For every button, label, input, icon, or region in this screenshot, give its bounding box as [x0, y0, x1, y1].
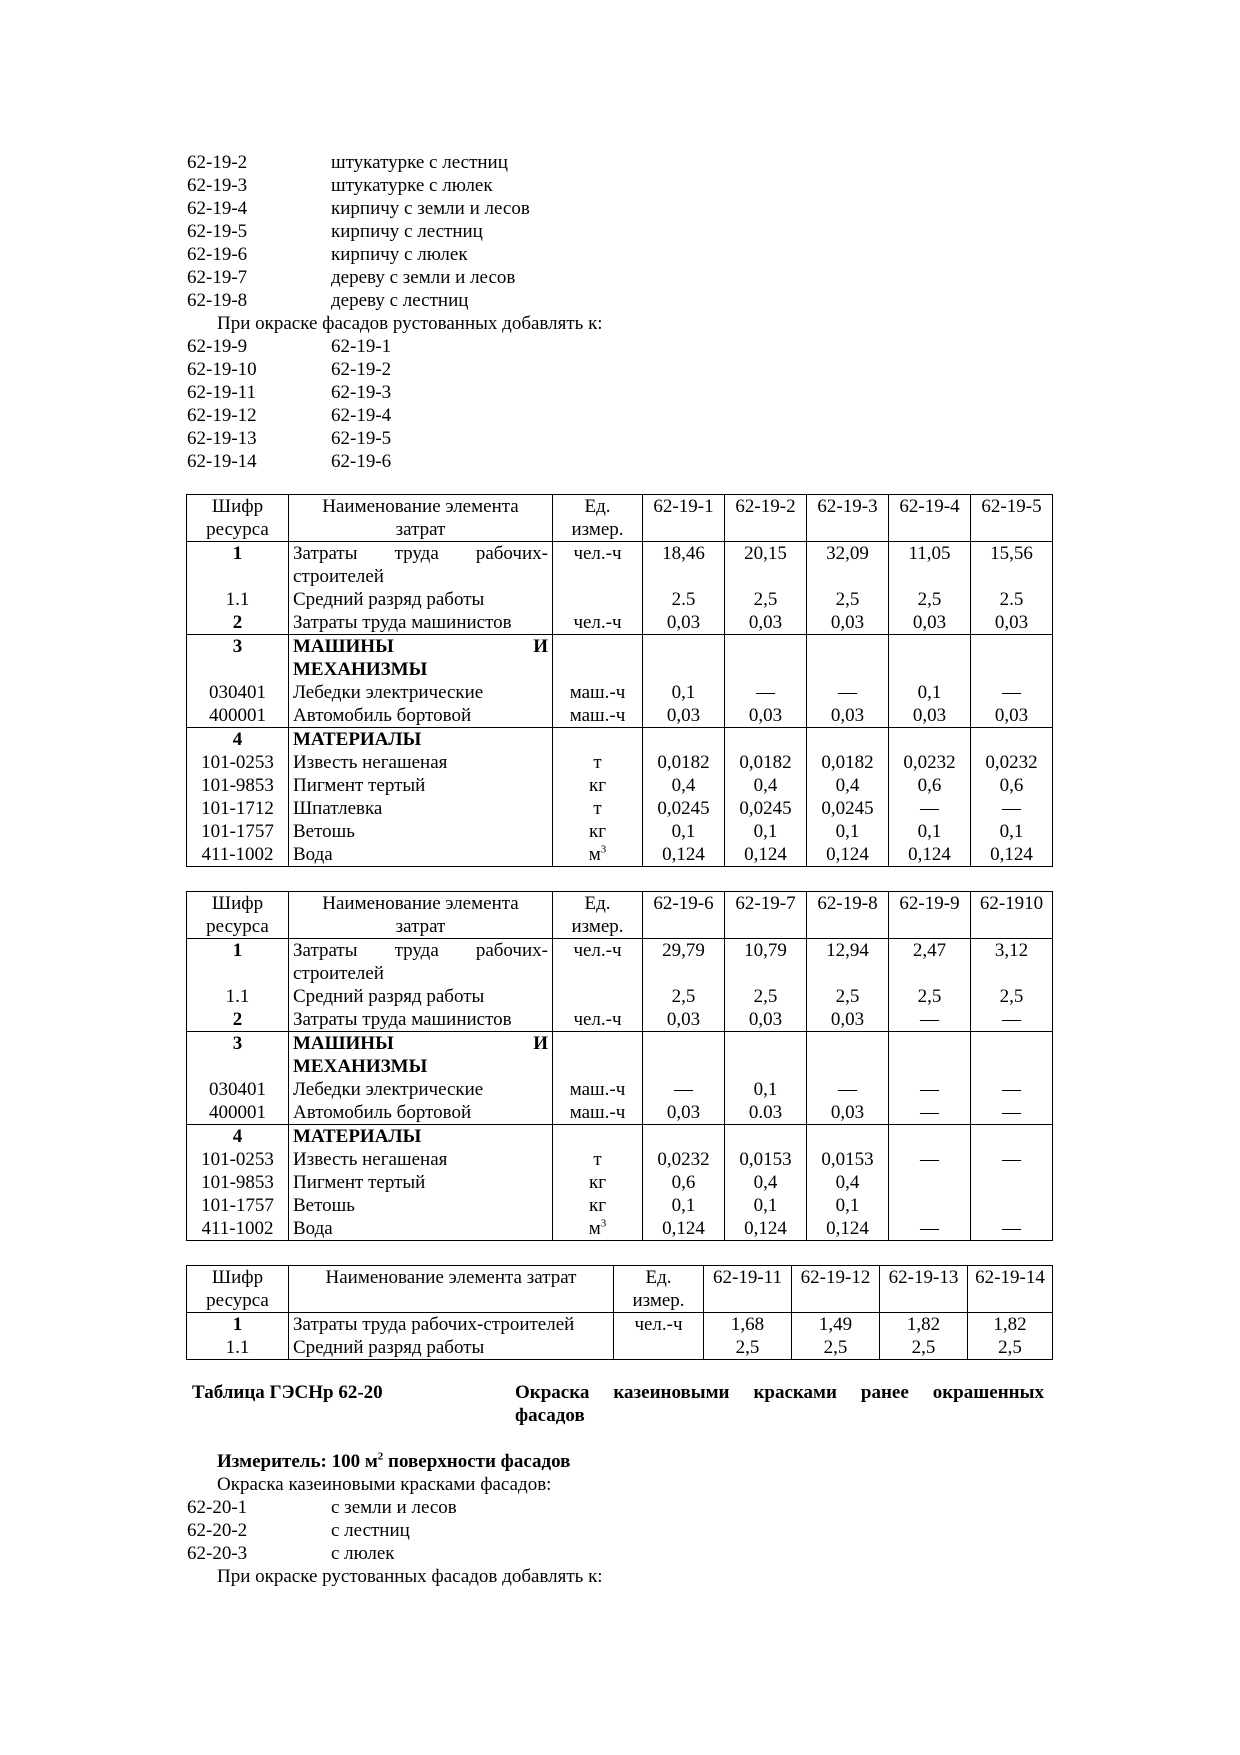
table-row: 1.1 Средний разряд работы 2,5 2,5 2,5 2,5	[187, 1336, 1053, 1360]
table-header	[187, 892, 1053, 939]
col-header: 62-19-13	[880, 1266, 968, 1313]
col-header: 62-19-8	[807, 892, 889, 939]
resource-table-1	[186, 494, 1053, 867]
col-header-shifr: Шифр ресурса	[187, 1266, 289, 1313]
col-header: 62-19-14	[968, 1266, 1053, 1313]
table-row: 2 Затраты труда машинистов чел.-ч 0,03 0,03 0,03 — —	[187, 1008, 1053, 1032]
table-label: Таблица ГЭСНр 62-20	[192, 1382, 383, 1403]
col-header: 62-19-1	[643, 495, 725, 542]
table-row: 1.1 Средний разряд работы 2.5 2,5 2,5 2,5 2.5	[187, 588, 1053, 611]
section-title: Окраска казеиновыми красками ранее окрашенных фасадов	[515, 1382, 1044, 1426]
table-row: 400001 Автомобиль бортовой маш.-ч 0,03 0.03 0,03 — —	[187, 1101, 1053, 1125]
col-header-unit: Ед. измер.	[553, 892, 643, 939]
table-row-section: 4 МАТЕРИАЛЫ	[187, 1125, 1053, 1149]
table-row: 101-9853 Пигмент тертый кг 0,6 0,4 0,4	[187, 1171, 1053, 1194]
col-header: 62-19-2	[725, 495, 807, 542]
table-row: 400001 Автомобиль бортовой маш.-ч 0,03 0,03 0,03 0,03 0,03	[187, 704, 1053, 728]
table-row: 1.1 Средний разряд работы 2,5 2,5 2,5 2,5 2,5	[187, 985, 1053, 1008]
table-row: 2 Затраты труда машинистов чел.-ч 0,03 0,03 0,03 0,03 0,03	[187, 611, 1053, 635]
col-header-name: Наименование элемента затрат	[289, 495, 553, 542]
col-header-shifr: Шифр ресурса	[187, 495, 289, 542]
table-row: 101-0253 Известь негашеная т 0,0182 0,0182 0,0182 0,0232 0,0232	[187, 751, 1053, 774]
col-header-name: Наименование элемента затрат	[289, 1266, 614, 1313]
table-row: 1 Затраты труда рабочих-строителей чел.-ч 1,68 1,49 1,82 1,82	[187, 1313, 1053, 1337]
table-row: 411-1002 Вода $м^3$ 0,124 0,124 0,124 0,124 0,124	[187, 843, 1053, 867]
col-header: 62-19-4	[889, 495, 971, 542]
col-header: 62-19-6	[643, 892, 725, 939]
col-header: 62-19-9	[889, 892, 971, 939]
col-header-unit: Ед. измер.	[614, 1266, 704, 1313]
table-row: 411-1002 Вода $м^3$ 0,124 0,124 0,124 — —	[187, 1217, 1053, 1241]
table-row: 101-1757 Ветошь кг 0,1 0,1 0,1 0,1 0,1	[187, 820, 1053, 843]
col-header: 62-19-3	[807, 495, 889, 542]
resource-table-2	[186, 891, 1053, 1241]
table-header	[187, 495, 1053, 542]
col-header: 62-19-11	[704, 1266, 792, 1313]
col-header-unit: Ед. измер.	[553, 495, 643, 542]
table-row: 030401 Лебедки электрические маш.-ч 0,1 — — 0,1 —	[187, 681, 1053, 704]
col-header-shifr: Шифр ресурса	[187, 892, 289, 939]
table-row: 101-1712 Шпатлевка т 0,0245 0,0245 0,0245 — —	[187, 797, 1053, 820]
table-row: 1 Затраты труда рабочих- строителей чел.-ч 18,46 20,15 32,09 11,05 15,56	[187, 542, 1053, 589]
table-row: 101-0253 Известь негашеная т 0,0232 0,0153 0,0153 — —	[187, 1148, 1053, 1171]
table-row-section: 4 МАТЕРИАЛЫ	[187, 728, 1053, 752]
col-header: 62-19-7	[725, 892, 807, 939]
table-row: 030401 Лебедки электрические маш.-ч — 0,1 — — —	[187, 1078, 1053, 1101]
col-header-name: Наименование элемента затрат	[289, 892, 553, 939]
table-header	[187, 1266, 1053, 1313]
page: 62-19-2 штукатурке с лестниц 62-19-3 штукатурке с люлек 62-19-4 кирпичу с земли и лесов 62-19-5 кирпичу с лестниц 62-19-6 кирпичу с люлек 62-19-7 дереву с земли и лесов 62-19-8 дереву с лестниц При окраске фасадов рустованных добавлять к: 62-19-9 62-19-1 62-19-10 62-19-2 62-19-11 62-19-3 62-19-12 62-19-4 62-19-13 62-19-5 62-19-14 62-19-6 Шифр ресурса Наименование элемента затрат Ед. измер. 62-19-1 62-19-2 62-19-3 62-19-4 62-19-5 1 Затраты труда рабочих- строителей чел.-ч 18,46 20,15 32,09 11,05 15,56 1.1 Средний разряд работы 2.5 2,5 2,5 2,5 2.5 2 Затраты труда машинистов чел.-ч 0,03 0,03 0,03 0,03 0,03 3 МАШИНЫ И МЕХАНИЗМЫ 030401 Лебедки электрические маш.-ч 0,1 — — 0,1 — 400001 Автомобиль бортовой маш.-ч 0,03 0,03 0,03 0,03 0,03 4 МАТЕРИАЛЫ 101-0253 Известь негашеная т 0,0182 0,0182 0,0182 0,0232 0,0232 101-9853 Пигмент тертый кг 0,4 0,4 0,4 0,6 0,6 101-1712 Шпатлевка т 0,0245 0,0245 0,0245 — — 101-1757 Ветошь кг 0,1 0,1 0,1 0,1 0,1 411-1002 Вода $м^3$ 0,124 0,124 0,124 0,124 0,124 Шифр ресурса Наименование элемента затрат Ед. измер. 62-19-6 62-19-7 62-19-8 62-19-9 62-1910 1 Затраты труда рабочих- строителей чел.-ч 29,79 10,79 12,94 2,47 3,12 1.1 Средний разряд работы 2,5 2,5 2,5 2,5 2,5 2 Затраты труда машинистов чел.-ч 0,03 0,03 0,03 — — 3 МАШИНЫ И МЕХАНИЗМЫ 030401 Лебедки электрические маш.-ч — 0,1 — — — 400001 Автомобиль бортовой маш.-ч 0,03 0.03 0,03 — — 4 МАТЕРИАЛЫ 101-0253 Известь негашеная т 0,0232 0,0153 0,0153 — — 101-9853 Пигмент тертый кг 0,6 0,4 0,4 101-1757 Ветошь кг 0,1 0,1 0,1 411-1002 Вода $м^3$ 0,124 0,124 0,124 — — Шифр ресурса Наименование элемента затрат Ед. измер. 62-19-11 62-19-12 62-19-13 62-19-14 1 Затраты труда рабочих-строителей чел.-ч 1,68 1,49 1,82 1,82 1.1 Средний разряд работы 2,5 2,5 2,5 2,5 Таблица ГЭСНр 62-20 Окраска казеиновыми красками ранее окрашенных фасадов Измеритель: 100 $м^2$ поверхности фасадов Окраска казеиновыми красками фасадов: 62-20-1 с земли и лесов 62-20-2 с лестниц 62-20-3 с люлек При окраске рустованных фасадов добавлять к:	[0, 0, 1240, 1755]
table-row: 1 Затраты труда рабочих- строителей чел.-ч 29,79 10,79 12,94 2,47 3,12	[187, 939, 1053, 986]
col-header: 62-1910	[971, 892, 1053, 939]
resource-table-3	[186, 1265, 1053, 1360]
table-row: 101-9853 Пигмент тертый кг 0,4 0,4 0,4 0,6 0,6	[187, 774, 1053, 797]
col-header: 62-19-12	[792, 1266, 880, 1313]
col-header: 62-19-5	[971, 495, 1053, 542]
table-row-section: 3 МАШИНЫ И МЕХАНИЗМЫ	[187, 635, 1053, 682]
table-row: 101-1757 Ветошь кг 0,1 0,1 0,1	[187, 1194, 1053, 1217]
table-row-section: 3 МАШИНЫ И МЕХАНИЗМЫ	[187, 1032, 1053, 1079]
